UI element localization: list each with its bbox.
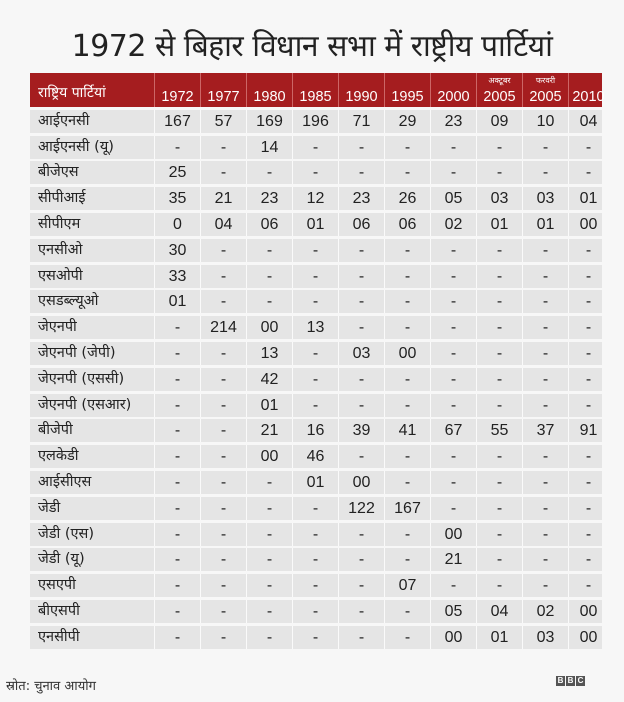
seat-count: - <box>246 265 292 288</box>
seat-count: - <box>430 368 476 391</box>
table-row <box>30 497 602 520</box>
header-year: 2010 <box>572 89 605 105</box>
seat-count: 01 <box>292 471 338 494</box>
seat-count: - <box>338 136 384 159</box>
seat-count: - <box>568 574 608 597</box>
party-name: जेडी (यू) <box>38 551 85 568</box>
seat-count: - <box>568 548 608 571</box>
party-name: बीजेएस <box>38 164 79 181</box>
seat-count: 26 <box>384 187 430 210</box>
seat-count: - <box>200 265 246 288</box>
seat-count: - <box>522 523 568 546</box>
seat-count: 00 <box>568 213 608 236</box>
header-month: अक्टूबर <box>488 76 511 85</box>
seat-count: - <box>292 600 338 623</box>
seat-count: 16 <box>292 419 338 442</box>
seat-count: 35 <box>154 187 200 210</box>
seat-count: - <box>200 342 246 365</box>
table-row <box>30 445 602 468</box>
seat-count: - <box>384 600 430 623</box>
seat-count: 00 <box>384 342 430 365</box>
seat-count: 33 <box>154 265 200 288</box>
seat-count: 23 <box>246 187 292 210</box>
table-row <box>30 213 602 236</box>
seat-count: - <box>200 497 246 520</box>
bbc-logo <box>556 676 585 686</box>
seat-count: - <box>246 290 292 313</box>
header-year: 1980 <box>253 89 286 105</box>
header-cell-year <box>154 73 200 107</box>
seat-count: - <box>476 239 522 262</box>
party-name: जेएनपी (एसआर) <box>38 396 132 413</box>
seat-count: - <box>292 548 338 571</box>
table-row <box>30 523 602 546</box>
party-name: एसएपी <box>38 577 76 594</box>
seat-count: - <box>246 548 292 571</box>
seat-count: 00 <box>568 626 608 649</box>
seat-count: 04 <box>476 600 522 623</box>
seat-count: - <box>338 574 384 597</box>
seat-count: 00 <box>338 471 384 494</box>
seat-count: 39 <box>338 419 384 442</box>
seat-count: 21 <box>246 419 292 442</box>
seat-count: - <box>200 574 246 597</box>
header-year: 1985 <box>299 89 332 105</box>
seat-count: - <box>292 574 338 597</box>
seat-count: - <box>200 161 246 184</box>
seat-count: - <box>430 290 476 313</box>
party-name: जेडी (एस) <box>38 525 95 542</box>
seat-count: - <box>430 342 476 365</box>
seat-count: - <box>292 239 338 262</box>
seat-count: - <box>430 497 476 520</box>
seat-count: 13 <box>292 316 338 339</box>
seat-count: - <box>200 445 246 468</box>
seat-count: - <box>476 394 522 417</box>
header-month: फरवरी <box>535 76 556 85</box>
seat-count: 12 <box>292 187 338 210</box>
header-cell-year <box>246 73 292 107</box>
seat-count: - <box>154 394 200 417</box>
seat-count: 0 <box>154 213 200 236</box>
seat-count: - <box>154 497 200 520</box>
header-cell-year <box>476 73 522 107</box>
seat-count: - <box>476 574 522 597</box>
seat-count: 167 <box>154 110 200 133</box>
seat-count: - <box>476 290 522 313</box>
seat-count: - <box>476 471 522 494</box>
seat-count: - <box>292 136 338 159</box>
seat-count: 14 <box>246 136 292 159</box>
seat-count: - <box>200 394 246 417</box>
header-year: 1990 <box>345 89 378 105</box>
seat-count: - <box>338 548 384 571</box>
header-cell-year <box>338 73 384 107</box>
seat-count: - <box>522 548 568 571</box>
seat-count: - <box>568 394 608 417</box>
seat-count: - <box>154 419 200 442</box>
seat-count: - <box>154 626 200 649</box>
party-name: एसडब्ल्यूओ <box>38 293 99 310</box>
bbc-logo-block: C <box>577 676 584 685</box>
seat-count: - <box>476 161 522 184</box>
results-table <box>30 73 605 649</box>
seat-count: 04 <box>200 213 246 236</box>
seat-count: 01 <box>476 626 522 649</box>
seat-count: - <box>384 161 430 184</box>
seat-count: 00 <box>568 600 608 623</box>
seat-count: - <box>568 342 608 365</box>
header-year: 2005 <box>529 89 562 105</box>
seat-count: - <box>246 471 292 494</box>
seat-count: 23 <box>430 110 476 133</box>
seat-count: - <box>430 394 476 417</box>
seat-count: - <box>200 368 246 391</box>
seat-count: - <box>384 239 430 262</box>
seat-count: - <box>292 342 338 365</box>
bbc-logo-block: B <box>567 676 574 685</box>
seat-count: 21 <box>430 548 476 571</box>
seat-count: - <box>430 574 476 597</box>
seat-count: - <box>292 161 338 184</box>
header-cell-year <box>384 73 430 107</box>
seat-count: 03 <box>522 187 568 210</box>
seat-count: - <box>522 394 568 417</box>
seat-count: 169 <box>246 110 292 133</box>
table-row <box>30 394 602 417</box>
seat-count: 122 <box>338 497 384 520</box>
seat-count: - <box>476 265 522 288</box>
seat-count: - <box>154 136 200 159</box>
party-name: सीपीआई <box>38 190 86 207</box>
seat-count: - <box>384 136 430 159</box>
seat-count: 00 <box>246 445 292 468</box>
seat-count: - <box>522 290 568 313</box>
seat-count: - <box>246 497 292 520</box>
seat-count: 03 <box>522 626 568 649</box>
seat-count: 71 <box>338 110 384 133</box>
seat-count: - <box>292 626 338 649</box>
header-cell-year <box>568 73 608 107</box>
seat-count: - <box>568 316 608 339</box>
page-title: 1972 से बिहार विधान सभा में राष्ट्रीय पार्टियां <box>71 29 553 64</box>
party-name: एनसीपी <box>38 628 80 645</box>
header-label: राष्ट्रिय पार्टियां <box>38 85 106 101</box>
seat-count: - <box>154 548 200 571</box>
header-cell-year <box>200 73 246 107</box>
seat-count: 196 <box>292 110 338 133</box>
seat-count: 37 <box>522 419 568 442</box>
seat-count: - <box>384 316 430 339</box>
seat-count: - <box>154 471 200 494</box>
party-name: बीएसपी <box>38 602 80 619</box>
seat-count: - <box>292 265 338 288</box>
seat-count: - <box>338 445 384 468</box>
seat-count: 06 <box>246 213 292 236</box>
table-header <box>30 73 605 107</box>
seat-count: 67 <box>430 419 476 442</box>
seat-count: - <box>568 161 608 184</box>
seat-count: - <box>246 574 292 597</box>
seat-count: - <box>154 600 200 623</box>
seat-count: 03 <box>338 342 384 365</box>
seat-count: - <box>384 394 430 417</box>
header-cell-year <box>430 73 476 107</box>
header-cell-party <box>30 73 154 107</box>
table-row <box>30 471 602 494</box>
seat-count: 00 <box>430 523 476 546</box>
bbc-logo-block: B <box>557 676 564 685</box>
seat-count: - <box>522 136 568 159</box>
seat-count: - <box>476 342 522 365</box>
seat-count: - <box>338 265 384 288</box>
seat-count: - <box>476 368 522 391</box>
seat-count: 29 <box>384 110 430 133</box>
seat-count: - <box>200 600 246 623</box>
seat-count: - <box>338 368 384 391</box>
source-note: स्रोत: चुनाव आयोग <box>6 679 96 694</box>
party-name: सीपीएम <box>38 215 81 232</box>
seat-count: - <box>522 574 568 597</box>
seat-count: - <box>200 239 246 262</box>
seat-count: - <box>568 265 608 288</box>
seat-count: 02 <box>522 600 568 623</box>
seat-count: - <box>476 523 522 546</box>
seat-count: - <box>338 161 384 184</box>
header-year: 2005 <box>483 89 516 105</box>
seat-count: - <box>154 316 200 339</box>
seat-count: 214 <box>200 316 246 339</box>
header-year: 1972 <box>161 89 194 105</box>
party-name: जेएनपी (जेपी) <box>38 344 116 361</box>
seat-count: - <box>338 394 384 417</box>
seat-count: - <box>384 445 430 468</box>
seat-count: 167 <box>384 497 430 520</box>
seat-count: - <box>246 626 292 649</box>
seat-count: - <box>200 419 246 442</box>
table-row <box>30 548 602 571</box>
seat-count: - <box>246 239 292 262</box>
seat-count: - <box>522 161 568 184</box>
party-name: आईएनसी <box>38 112 90 129</box>
table-row <box>30 316 602 339</box>
seat-count: 13 <box>246 342 292 365</box>
table-row <box>30 626 602 649</box>
party-name: एसओपी <box>38 267 83 284</box>
seat-count: - <box>292 497 338 520</box>
seat-count: - <box>522 471 568 494</box>
seat-count: - <box>384 626 430 649</box>
seat-count: - <box>476 316 522 339</box>
table-row <box>30 239 602 262</box>
seat-count: 23 <box>338 187 384 210</box>
seat-count: - <box>522 368 568 391</box>
party-name: एनसीओ <box>38 241 83 258</box>
seat-count: - <box>522 497 568 520</box>
seat-count: - <box>292 290 338 313</box>
seat-count: - <box>384 368 430 391</box>
seat-count: - <box>522 316 568 339</box>
table-row <box>30 419 602 442</box>
header-year: 1977 <box>207 89 240 105</box>
header-cell-year <box>522 73 568 107</box>
party-name: जेएनपी (एससी) <box>38 370 125 387</box>
seat-count: - <box>430 239 476 262</box>
seat-count: 46 <box>292 445 338 468</box>
table-row <box>30 136 602 159</box>
seat-count: - <box>200 290 246 313</box>
seat-count: 10 <box>522 110 568 133</box>
seat-count: 21 <box>200 187 246 210</box>
table-row <box>30 110 602 133</box>
seat-count: - <box>338 316 384 339</box>
seat-count: 09 <box>476 110 522 133</box>
seat-count: - <box>292 523 338 546</box>
seat-count: 01 <box>246 394 292 417</box>
party-name: जेडी <box>38 499 61 516</box>
seat-count: - <box>338 523 384 546</box>
seat-count: - <box>246 161 292 184</box>
seat-count: - <box>522 239 568 262</box>
seat-count: - <box>154 523 200 546</box>
table-row <box>30 574 602 597</box>
seat-count: - <box>568 523 608 546</box>
seat-count: - <box>476 136 522 159</box>
seat-count: - <box>568 239 608 262</box>
seat-count: - <box>338 239 384 262</box>
seat-count: - <box>384 471 430 494</box>
party-name: एलकेडी <box>38 448 79 465</box>
seat-count: 02 <box>430 213 476 236</box>
header-year: 1995 <box>391 89 424 105</box>
party-name: आईसीएस <box>38 473 92 490</box>
seat-count: - <box>384 290 430 313</box>
seat-count: 42 <box>246 368 292 391</box>
seat-count: 00 <box>246 316 292 339</box>
table-row <box>30 368 602 391</box>
table-row <box>30 342 602 365</box>
seat-count: - <box>200 136 246 159</box>
seat-count: 01 <box>292 213 338 236</box>
seat-count: 25 <box>154 161 200 184</box>
seat-count: - <box>338 626 384 649</box>
seat-count: - <box>384 548 430 571</box>
seat-count: 04 <box>568 110 608 133</box>
seat-count: - <box>154 574 200 597</box>
seat-count: - <box>476 445 522 468</box>
seat-count: 00 <box>430 626 476 649</box>
seat-count: - <box>200 548 246 571</box>
seat-count: - <box>430 471 476 494</box>
seat-count: 07 <box>384 574 430 597</box>
seat-count: - <box>522 445 568 468</box>
seat-count: 01 <box>476 213 522 236</box>
seat-count: - <box>246 523 292 546</box>
party-name: बीजेपी <box>38 422 73 439</box>
seat-count: - <box>568 445 608 468</box>
seat-count: 01 <box>154 290 200 313</box>
seat-count: - <box>430 316 476 339</box>
seat-count: - <box>292 394 338 417</box>
party-name: जेएनपी <box>38 319 77 336</box>
table-row <box>30 187 602 210</box>
seat-count: - <box>568 368 608 391</box>
seat-count: 06 <box>384 213 430 236</box>
seat-count: - <box>154 445 200 468</box>
seat-count: 30 <box>154 239 200 262</box>
seat-count: - <box>200 523 246 546</box>
seat-count: - <box>154 368 200 391</box>
seat-count: 91 <box>568 419 608 442</box>
header-year: 2000 <box>437 89 470 105</box>
table-row <box>30 161 602 184</box>
seat-count: 01 <box>522 213 568 236</box>
table-row <box>30 265 602 288</box>
seat-count: - <box>430 445 476 468</box>
party-name: आईएनसी (यू) <box>38 138 114 155</box>
seat-count: 03 <box>476 187 522 210</box>
seat-count: 05 <box>430 600 476 623</box>
seat-count: - <box>338 290 384 313</box>
seat-count: - <box>522 265 568 288</box>
seat-count: - <box>476 548 522 571</box>
seat-count: 06 <box>338 213 384 236</box>
seat-count: - <box>430 136 476 159</box>
seat-count: - <box>292 368 338 391</box>
seat-count: - <box>384 265 430 288</box>
seat-count: - <box>338 600 384 623</box>
seat-count: - <box>154 342 200 365</box>
seat-count: 01 <box>568 187 608 210</box>
seat-count: 55 <box>476 419 522 442</box>
seat-count: - <box>522 342 568 365</box>
seat-count: - <box>200 626 246 649</box>
seat-count: - <box>246 600 292 623</box>
seat-count: - <box>568 471 608 494</box>
table-row <box>30 600 602 623</box>
header-cell-year <box>292 73 338 107</box>
seat-count: - <box>476 497 522 520</box>
seat-count: 41 <box>384 419 430 442</box>
table-row <box>30 290 602 313</box>
seat-count: 57 <box>200 110 246 133</box>
seat-count: - <box>568 497 608 520</box>
seat-count: - <box>568 136 608 159</box>
seat-count: - <box>200 471 246 494</box>
seat-count: 05 <box>430 187 476 210</box>
seat-count: - <box>384 523 430 546</box>
seat-count: - <box>568 290 608 313</box>
seat-count: - <box>430 265 476 288</box>
seat-count: - <box>430 161 476 184</box>
